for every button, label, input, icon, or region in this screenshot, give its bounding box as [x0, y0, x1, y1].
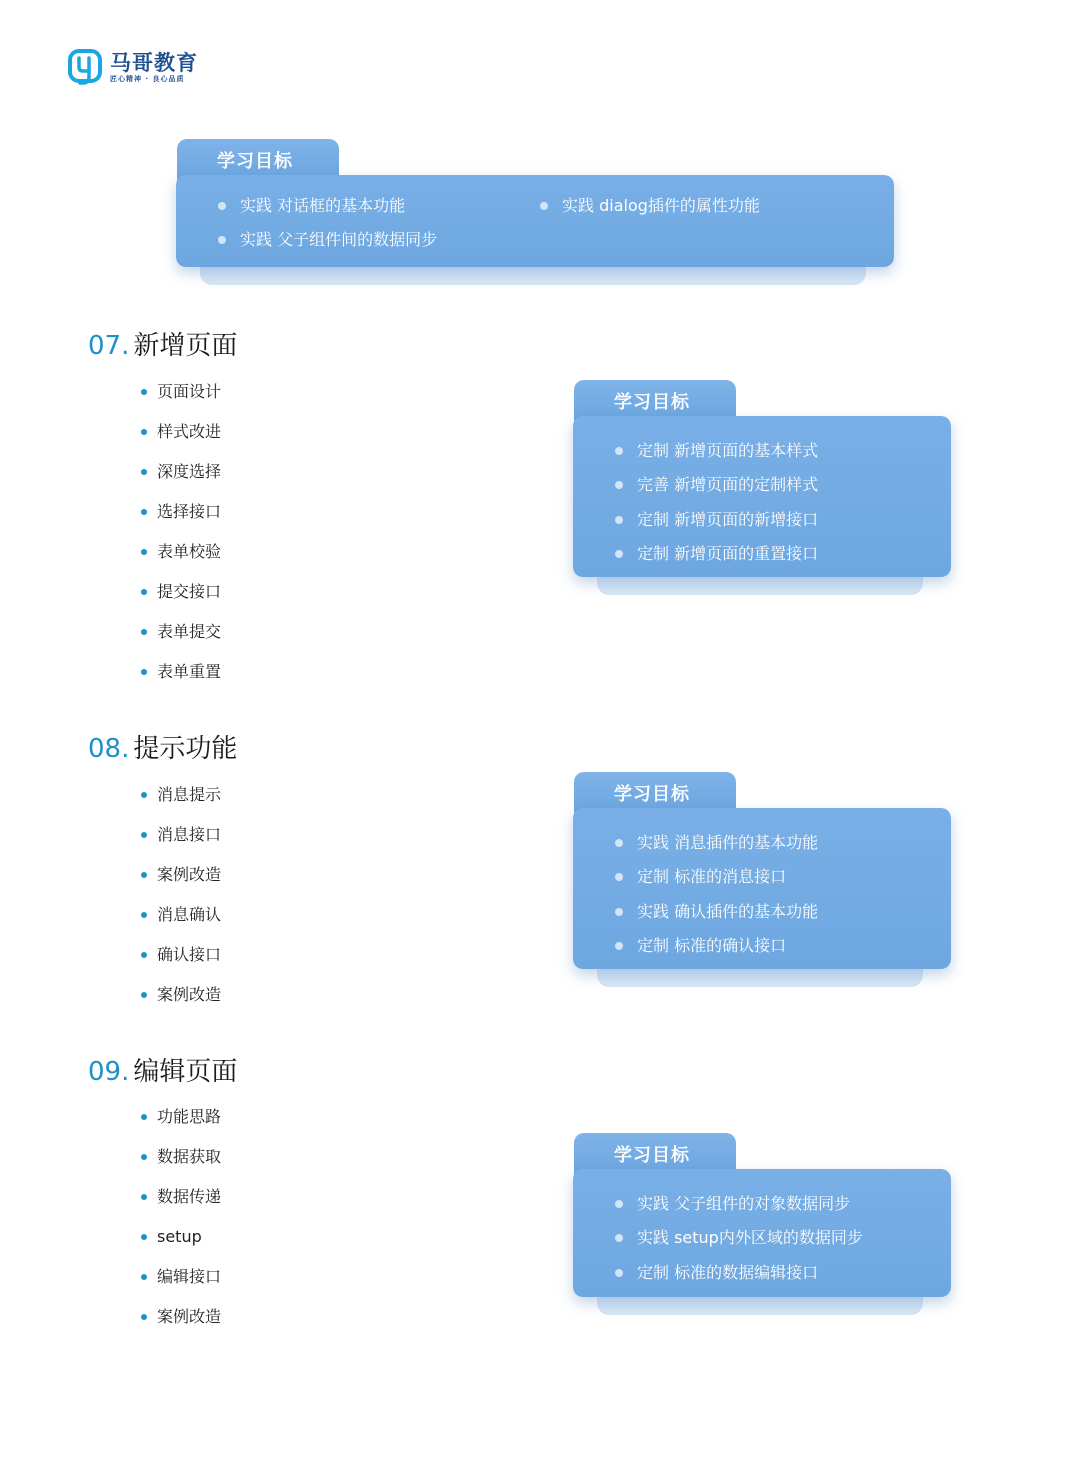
goal-item: 定制 新增页面的基本样式	[615, 434, 818, 468]
logo-tagline: 匠心精神 · 良心品质	[110, 75, 185, 83]
section-number: 07.	[88, 331, 130, 361]
goal-item: 定制 新增页面的新增接口	[615, 503, 818, 537]
goals-label: 学习目标	[614, 784, 690, 805]
goal-item: 定制 新增页面的重置接口	[615, 537, 818, 571]
topic-item: 确认接口	[140, 935, 221, 975]
goals-list	[615, 1187, 863, 1290]
topic-list-09	[140, 1097, 221, 1337]
topic-item: 案例改造	[140, 1297, 221, 1337]
goal-item: 实践 确认插件的基本功能	[615, 895, 818, 929]
logo-icon	[68, 49, 102, 87]
topic-item: 表单重置	[140, 652, 221, 692]
topic-item: 消息接口	[140, 815, 221, 855]
topic-item: setup	[140, 1217, 221, 1257]
goal-item: 实践 父子组件的对象数据同步	[615, 1187, 863, 1221]
goal-item: 实践 消息插件的基本功能	[615, 826, 818, 860]
topic-item: 编辑接口	[140, 1257, 221, 1297]
topic-item: 深度选择	[140, 452, 221, 492]
section-name: 编辑页面	[133, 1057, 238, 1087]
goals-card-08	[573, 772, 951, 969]
topic-item: 功能思路	[140, 1097, 221, 1137]
goals-card-07	[573, 380, 951, 577]
goal-item: 实践 父子组件间的数据同步	[218, 223, 540, 257]
section-title-08	[88, 728, 237, 765]
topic-item: 表单校验	[140, 532, 221, 572]
goals-label: 学习目标	[217, 151, 293, 172]
topic-list-08	[140, 775, 221, 1015]
section-title-07	[88, 325, 237, 362]
topic-item: 样式改进	[140, 412, 221, 452]
goals-list	[615, 434, 818, 571]
goals-list	[615, 826, 818, 963]
section-number: 08.	[88, 734, 130, 764]
goal-item: 定制 标准的数据编辑接口	[615, 1256, 863, 1290]
brand-logo	[68, 48, 198, 88]
topic-item: 选择接口	[140, 492, 221, 532]
section-title-09	[88, 1051, 237, 1088]
topic-item: 案例改造	[140, 855, 221, 895]
goals-label: 学习目标	[614, 1145, 690, 1166]
goal-item: 实践 对话框的基本功能	[218, 189, 540, 223]
goal-item: 实践 dialog插件的属性功能	[540, 189, 870, 223]
topic-item: 数据传递	[140, 1177, 221, 1217]
goal-item: 实践 setup内外区域的数据同步	[615, 1221, 863, 1255]
goal-item: 定制 标准的消息接口	[615, 860, 818, 894]
topic-item: 案例改造	[140, 975, 221, 1015]
goals-list	[218, 189, 870, 258]
section-name: 提示功能	[133, 734, 238, 764]
goal-item: 完善 新增页面的定制样式	[615, 468, 818, 502]
goals-card-09	[573, 1133, 951, 1297]
logo-name: 马哥教育	[110, 51, 198, 75]
topic-item: 消息提示	[140, 775, 221, 815]
goals-label: 学习目标	[614, 392, 690, 413]
goal-item: 定制 标准的确认接口	[615, 929, 818, 963]
topic-item: 页面设计	[140, 372, 221, 412]
section-name: 新增页面	[133, 331, 238, 361]
topic-item: 表单提交	[140, 612, 221, 652]
goals-card-intro	[176, 139, 894, 267]
section-number: 09.	[88, 1057, 130, 1087]
topic-item: 数据获取	[140, 1137, 221, 1177]
topic-list-07	[140, 372, 221, 692]
topic-item: 消息确认	[140, 895, 221, 935]
topic-item: 提交接口	[140, 572, 221, 612]
